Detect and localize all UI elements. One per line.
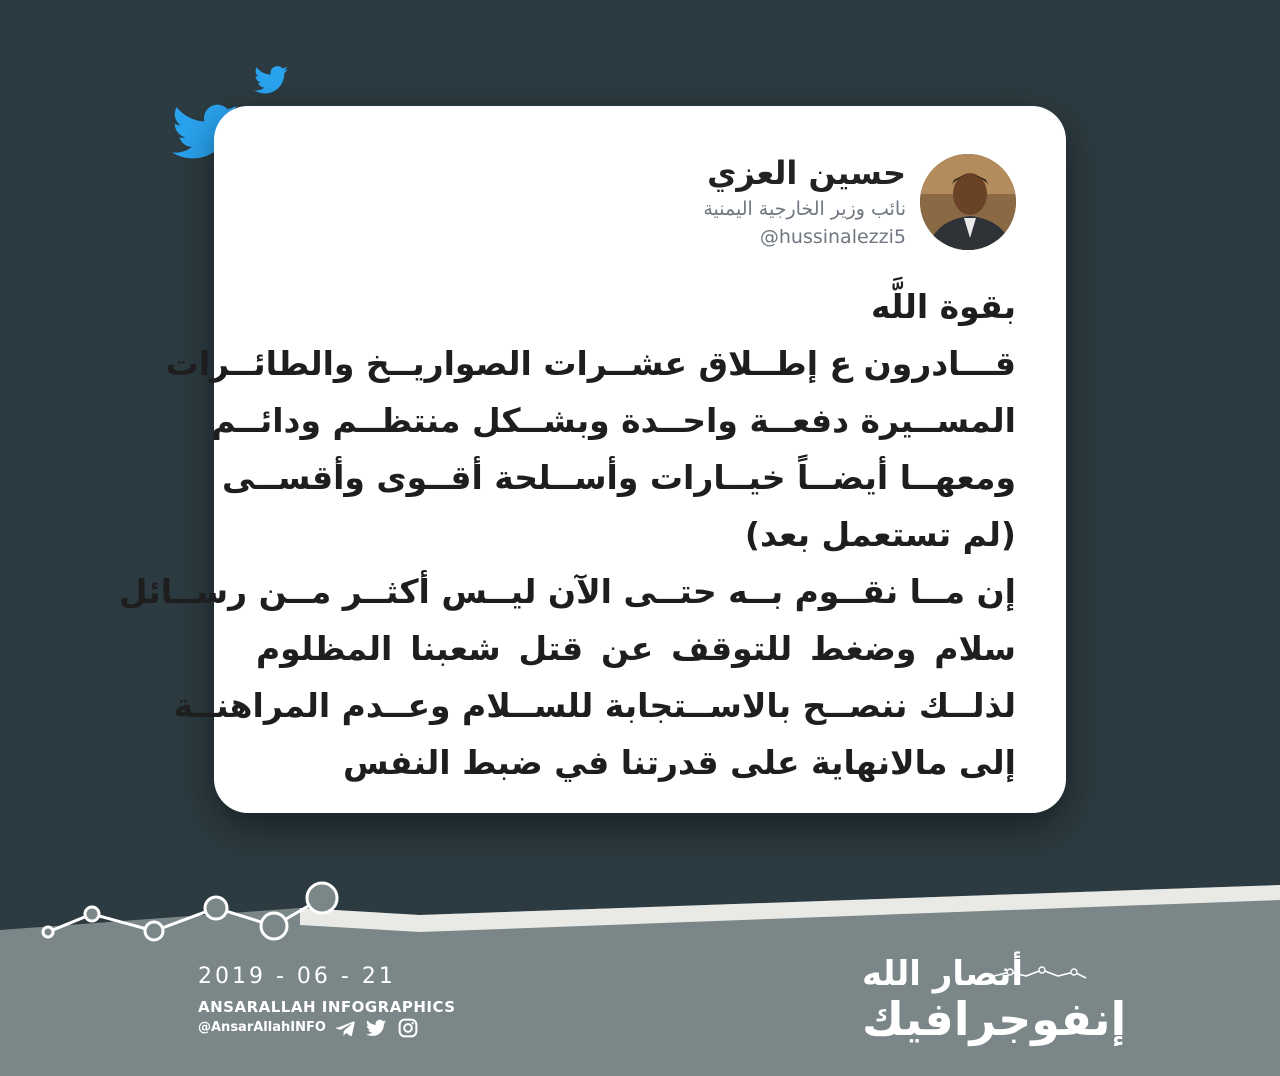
logo-text-top: أنصار الله xyxy=(862,954,1024,994)
footer-date: 2019 - 06 - 21 xyxy=(198,964,396,989)
footer-handle[interactable]: @AnsarAllahINFO xyxy=(198,1020,326,1035)
tweet-card xyxy=(118,106,1066,813)
tweet-line: قـــادرون ع إطــلاق عشــرات الصواريــخ والطائــرات xyxy=(165,344,1016,383)
tweet-line: سلام وضغط للتوقف عن قتل شعبنا المظلوم xyxy=(256,629,1016,668)
footer-brand: ANSARALLAH INFOGRAPHICS xyxy=(198,998,456,1016)
avatar[interactable] xyxy=(920,154,1016,250)
tweet-line: ومعهــا أيضــاً خيــارات وأســلحة أقــوى وأقســى xyxy=(221,458,1016,497)
tweet-line: إن مــا نقــوم بــه حتــى الآن ليــس أكثــر مــن رســائل xyxy=(118,572,1016,611)
tweet-line: المســيرة دفعــة واحــدة وبشــكل منتظــم ودائــم xyxy=(211,401,1016,440)
tweet-line: (لم تستعمل بعد) xyxy=(744,515,1016,554)
author-name[interactable]: حسين العزي xyxy=(707,154,906,192)
tweet-line: إلى مالانهاية على قدرتنا في ضبط النفس xyxy=(343,743,1016,782)
logo-text-bottom: إنفوجرافيك xyxy=(862,992,1127,1046)
twitter-bird-icon xyxy=(254,66,288,94)
author-title: نائب وزير الخارجية اليمنية xyxy=(703,198,906,220)
telegram-icon[interactable] xyxy=(336,1018,356,1038)
tweet-line: لذلــك ننصــح بالاســتجابة للســلام وعــدم المراهنــة xyxy=(173,686,1016,725)
author-handle[interactable]: @hussinalezzi5 xyxy=(759,226,906,248)
tweet-line: بقوة اللَّه xyxy=(871,287,1016,326)
avatar-photo xyxy=(920,154,1016,250)
tweet-text xyxy=(118,278,1016,791)
twitter-icon[interactable] xyxy=(366,1018,386,1038)
instagram-icon[interactable] xyxy=(398,1018,418,1038)
